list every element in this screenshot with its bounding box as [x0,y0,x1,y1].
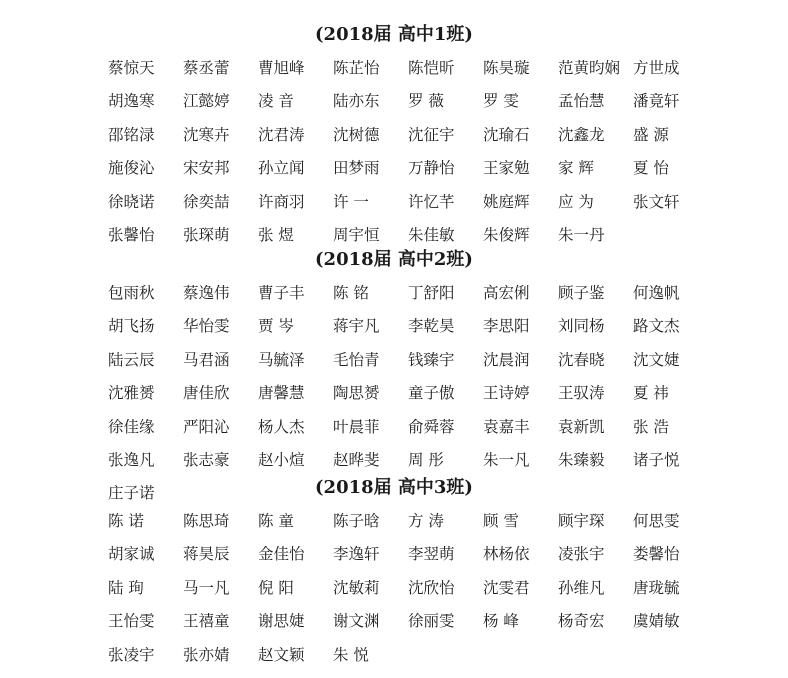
student-name: 李逸轩 [333,545,380,564]
student-name: 诸子悦 [633,450,680,469]
student-name: 沈敏莉 [333,578,380,597]
student-name: 罗 薇 [408,92,444,111]
student-name: 袁嘉丰 [483,417,530,436]
student-name: 张文轩 [633,192,680,211]
student-name: 虞婧敏 [633,612,680,631]
student-name: 周 彤 [408,450,444,469]
student-name: 庄子诺 [108,484,155,503]
student-name: 蔡丞蕾 [183,59,230,77]
class-1-heading: (2018届 高中1班) [315,24,473,45]
student-name: 沈春晓 [558,350,605,369]
student-name: 赵文颖 [258,645,305,664]
student-name: 万静怡 [408,159,455,178]
student-name: 朱一凡 [483,450,530,469]
student-name: 罗 雯 [483,92,519,111]
student-name: 潘竟轩 [633,92,680,111]
student-name: 童子傲 [408,384,455,403]
student-name: 夏 祎 [633,384,669,403]
student-name: 徐奕喆 [183,192,230,211]
student-name: 蔡惊天 [108,59,155,77]
student-name: 陈芷怡 [333,59,380,77]
student-name: 许忆芊 [408,192,455,211]
class-3-roster [108,511,718,678]
student-name: 马毓泽 [258,350,305,369]
student-name: 马君涵 [183,350,230,369]
student-name: 周宇恒 [333,225,380,244]
student-name: 俞舜蓉 [408,417,455,436]
student-name: 凌张宇 [558,545,605,564]
student-name: 陆亦东 [333,92,380,111]
student-name: 马一凡 [183,578,230,597]
student-name: 沈雯君 [483,578,530,597]
student-name: 杨奇宏 [558,612,605,631]
student-name: 张凌宇 [108,645,155,664]
student-name: 王禧童 [183,612,230,631]
student-name: 丁舒阳 [408,284,455,302]
student-name: 许商羽 [258,192,305,211]
student-name: 胡飞扬 [108,317,155,336]
student-name: 顾 雪 [483,512,519,530]
student-name: 沈瑜石 [483,125,530,144]
student-name: 陈昊璇 [483,59,530,77]
student-name: 姚庭辉 [483,192,530,211]
student-name: 沈雅赟 [108,384,155,403]
student-name: 孙立闻 [258,159,305,178]
student-name: 袁新凯 [558,417,605,436]
student-name: 金佳怡 [258,545,305,564]
student-name: 田梦雨 [333,159,380,178]
student-name: 凌 音 [258,92,294,111]
class-1-roster [108,58,718,258]
student-name: 施俊沁 [108,159,155,178]
student-name: 沈文婕 [633,350,680,369]
student-name: 陈思琦 [183,512,230,530]
student-name: 许 一 [333,192,369,211]
student-name: 林杨依 [483,545,530,564]
student-name: 李翌萌 [408,545,455,564]
student-name: 李思阳 [483,317,530,336]
student-name: 孟怡慧 [558,92,605,111]
student-name: 张 煜 [258,225,294,244]
student-name: 高宏俐 [483,284,530,302]
student-name: 包雨秋 [108,284,155,302]
student-name: 沈寒卉 [183,125,230,144]
student-name: 张逸凡 [108,450,155,469]
student-name: 徐晓诺 [108,192,155,211]
student-name: 叶晨菲 [333,417,380,436]
student-name: 何思雯 [633,512,680,530]
class-3-heading: (2018届 高中3班) [315,477,473,498]
student-name: 杨人杰 [258,417,305,436]
student-name: 范黄昀娴 [558,59,621,77]
student-name: 沈君涛 [258,125,305,144]
student-name: 徐丽雯 [408,612,455,631]
student-name: 孙维凡 [558,578,605,597]
student-name: 胡家诚 [108,545,155,564]
student-name: 谢思婕 [258,612,305,631]
student-name: 谢文渊 [333,612,380,631]
student-name: 顾宇琛 [558,512,605,530]
student-name: 朱佳敏 [408,225,455,244]
student-name: 沈征宇 [408,125,455,144]
student-name: 家 辉 [558,159,594,178]
student-name: 陈 童 [258,512,294,530]
student-name: 王怡雯 [108,612,155,631]
student-name: 徐佳缘 [108,417,155,436]
student-name: 夏 怡 [633,159,669,178]
student-name: 陈恺昕 [408,59,455,77]
student-name: 刘同杨 [558,317,605,336]
student-name: 江懿婷 [183,92,230,111]
student-name: 方 涛 [408,512,444,530]
student-name: 张 浩 [633,417,669,436]
student-name: 陈子晗 [333,512,380,530]
student-name: 何逸帆 [633,284,680,302]
student-name: 贾 岑 [258,317,294,336]
student-name: 应 为 [558,192,594,211]
student-name: 严阳沁 [183,417,230,436]
student-name: 蒋宇凡 [333,317,380,336]
student-name: 王驭涛 [558,384,605,403]
student-name: 唐馨慧 [258,384,305,403]
student-name: 陈 诺 [108,512,144,530]
student-name: 沈鑫龙 [558,125,605,144]
student-name: 邵铭渌 [108,125,155,144]
student-name: 朱 悦 [333,645,369,664]
student-name: 沈晨润 [483,350,530,369]
student-name: 沈树德 [333,125,380,144]
student-name: 赵小煊 [258,450,305,469]
student-name: 陆云辰 [108,350,155,369]
student-name: 娄馨怡 [633,545,680,564]
student-name: 曹旭峰 [258,59,305,77]
class-2-heading: (2018届 高中2班) [315,249,473,270]
student-name: 蒋昊辰 [183,545,230,564]
student-name: 毛怡青 [333,350,380,369]
student-name: 蔡逸伟 [183,284,230,302]
student-name: 张志豪 [183,450,230,469]
student-name: 朱俊辉 [483,225,530,244]
student-name: 李乾昊 [408,317,455,336]
student-name: 顾子鉴 [558,284,605,302]
student-name: 华怡雯 [183,317,230,336]
student-name: 王家勉 [483,159,530,178]
student-name: 唐珑毓 [633,578,680,597]
student-name: 钱臻宇 [408,350,455,369]
student-name: 曹子丰 [258,284,305,302]
student-name: 朱臻毅 [558,450,605,469]
student-name: 陆 珣 [108,578,144,597]
student-name: 陶思赟 [333,384,380,403]
student-name: 沈欣怡 [408,578,455,597]
student-name: 张馨怡 [108,225,155,244]
student-name: 倪 阳 [258,578,294,597]
student-name: 唐佳欣 [183,384,230,403]
student-name: 王诗婷 [483,384,530,403]
student-name: 路文杰 [633,317,680,336]
student-name: 杨 峰 [483,612,519,631]
student-name: 张琛萌 [183,225,230,244]
student-name: 盛 源 [633,125,669,144]
student-name: 方世成 [633,59,680,77]
student-name: 张亦婧 [183,645,230,664]
student-name: 朱一丹 [558,225,605,244]
student-name: 赵晔斐 [333,450,380,469]
student-name: 陈 铭 [333,284,369,302]
student-name: 胡逸寒 [108,92,155,111]
student-name: 宋安邦 [183,159,230,178]
